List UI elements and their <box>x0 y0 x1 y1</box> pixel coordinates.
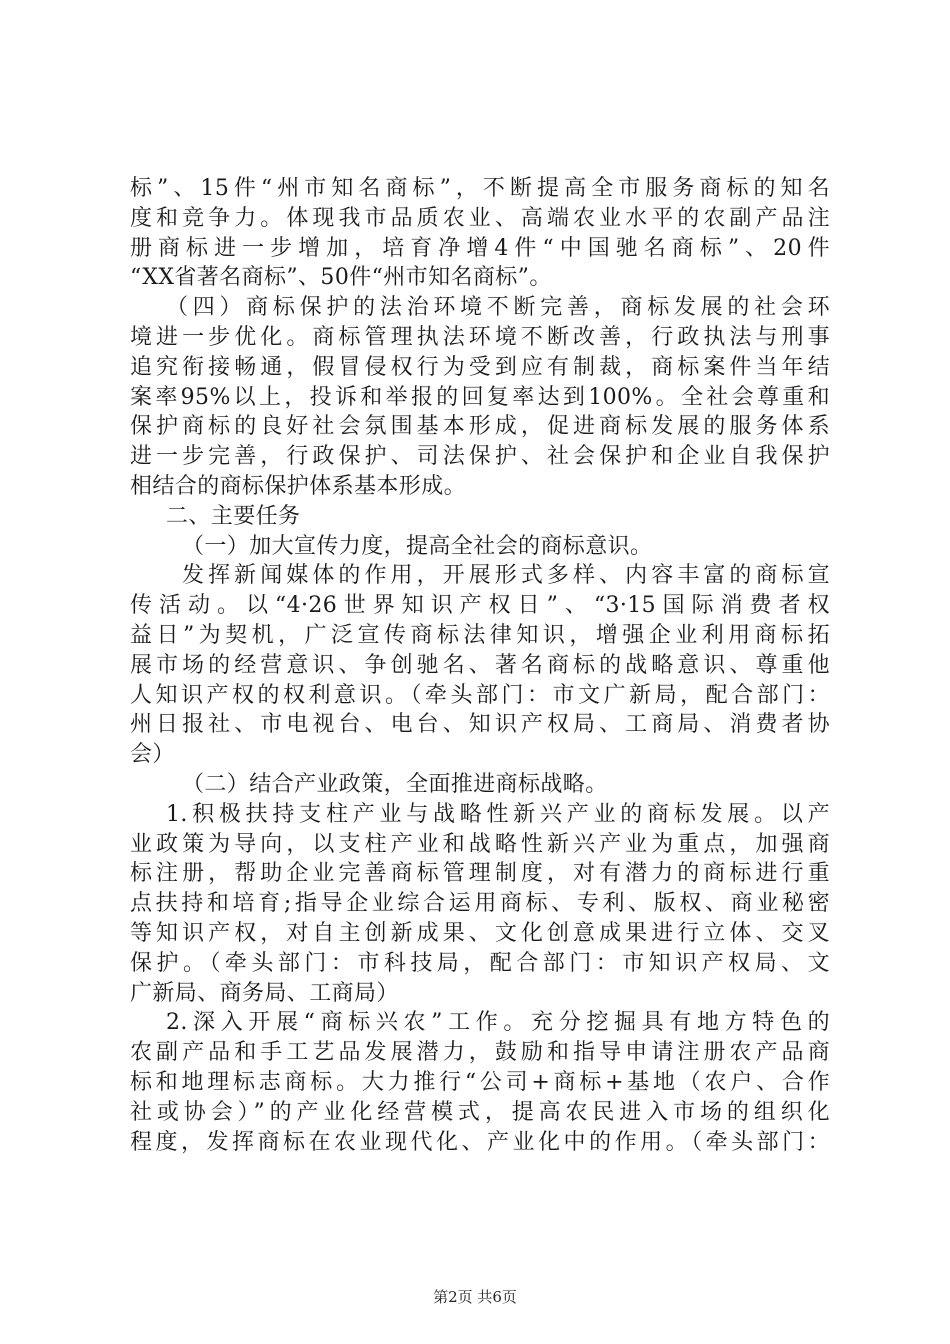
text-line: 追究衔接畅通，假冒侵权行为受到应有制裁，商标案件当年结 <box>130 354 830 380</box>
text-line: 度和竞争力。体现我市品质农业、高端农业水平的农副产品注 <box>130 205 830 231</box>
text-line: （一）加大宣传力度，提高全社会的商标意识。 <box>182 533 653 559</box>
text-line: 标”、15件“州市知名商标”，不断提高全市服务商标的知名 <box>130 176 830 201</box>
text-line: 保护。（牵头部门：市科技局，配合部门：市知识产权局、文 <box>130 950 830 976</box>
text-line: 会） <box>130 742 175 768</box>
document-body <box>130 174 830 1157</box>
text-line: 业政策为导向，以支柱产业和战略性新兴产业为重点，加强商 <box>130 831 830 857</box>
text-line: 发挥新闻媒体的作用，开展形式多样、内容丰富的商标宣 <box>182 563 830 589</box>
text-line: 社或协会）”的产业化经营模式，提高农民进入市场的组织化 <box>130 1099 830 1125</box>
text-line: “XX省著名商标”、50件“州市知名商标”。 <box>130 265 552 291</box>
text-line: 1.积极扶持支柱产业与战略性新兴产业的商标发展。以产 <box>166 801 830 827</box>
page-footer: 第2页 共6页 <box>433 1288 517 1306</box>
text-line: 人知识产权的权利意识。（牵头部门：市文广新局，配合部门： <box>130 682 830 708</box>
text-line: 益日”为契机，广泛宣传商标法律知识，增强企业利用商标拓 <box>130 622 830 648</box>
text-line: （二）结合产业政策，全面推进商标战略。 <box>182 771 608 797</box>
text-line: （四）商标保护的法治环境不断完善，商标发展的社会环 <box>166 295 830 321</box>
text-line: 传活动。以“4·26世界知识产权日”、“3·15国际消费者权 <box>130 593 830 619</box>
text-line: 境进一步优化。商标管理执法环境不断改善，行政执法与刑事 <box>130 324 830 350</box>
text-line: 进一步完善，行政保护、司法保护、社会保护和企业自我保护 <box>130 444 830 470</box>
text-line: 程度，发挥商标在农业现代化、产业化中的作用。（牵头部门： <box>130 1129 830 1155</box>
text-line: 州日报社、市电视台、电台、知识产权局、工商局、消费者协 <box>130 712 830 738</box>
text-line: 点扶持和培育;指导企业综合运用商标、专利、版权、商业秘密 <box>130 891 830 917</box>
text-line: 2.深入开展“商标兴农”工作。充分挖掘具有地方特色的 <box>166 1010 830 1036</box>
text-line: 展市场的经营意识、争创驰名、著名商标的战略意识、尊重他 <box>130 652 830 678</box>
text-line: 案率95%以上，投诉和举报的回复率达到100%。全社会尊重和 <box>130 384 830 410</box>
text-line: 二、主要任务 <box>166 503 301 529</box>
text-line: 广新局、商务局、工商局） <box>130 980 399 1006</box>
text-line: 标注册，帮助企业完善商标管理制度，对有潜力的商标进行重 <box>130 861 830 887</box>
text-line: 相结合的商标保护体系基本形成。 <box>130 473 467 499</box>
text-line: 保护商标的良好社会氛围基本形成，促进商标发展的服务体系 <box>130 414 830 440</box>
text-line: 册商标进一步增加，培育净增4件“中国驰名商标”、20件 <box>130 235 830 261</box>
text-line: 等知识产权，对自主创新成果、文化创意成果进行立体、交叉 <box>130 920 830 946</box>
text-line: 标和地理标志商标。大力推行“公司+商标+基地（农户、合作 <box>130 1069 830 1095</box>
text-line: 农副产品和手工艺品发展潜力，鼓励和指导申请注册农产品商 <box>130 1040 830 1066</box>
